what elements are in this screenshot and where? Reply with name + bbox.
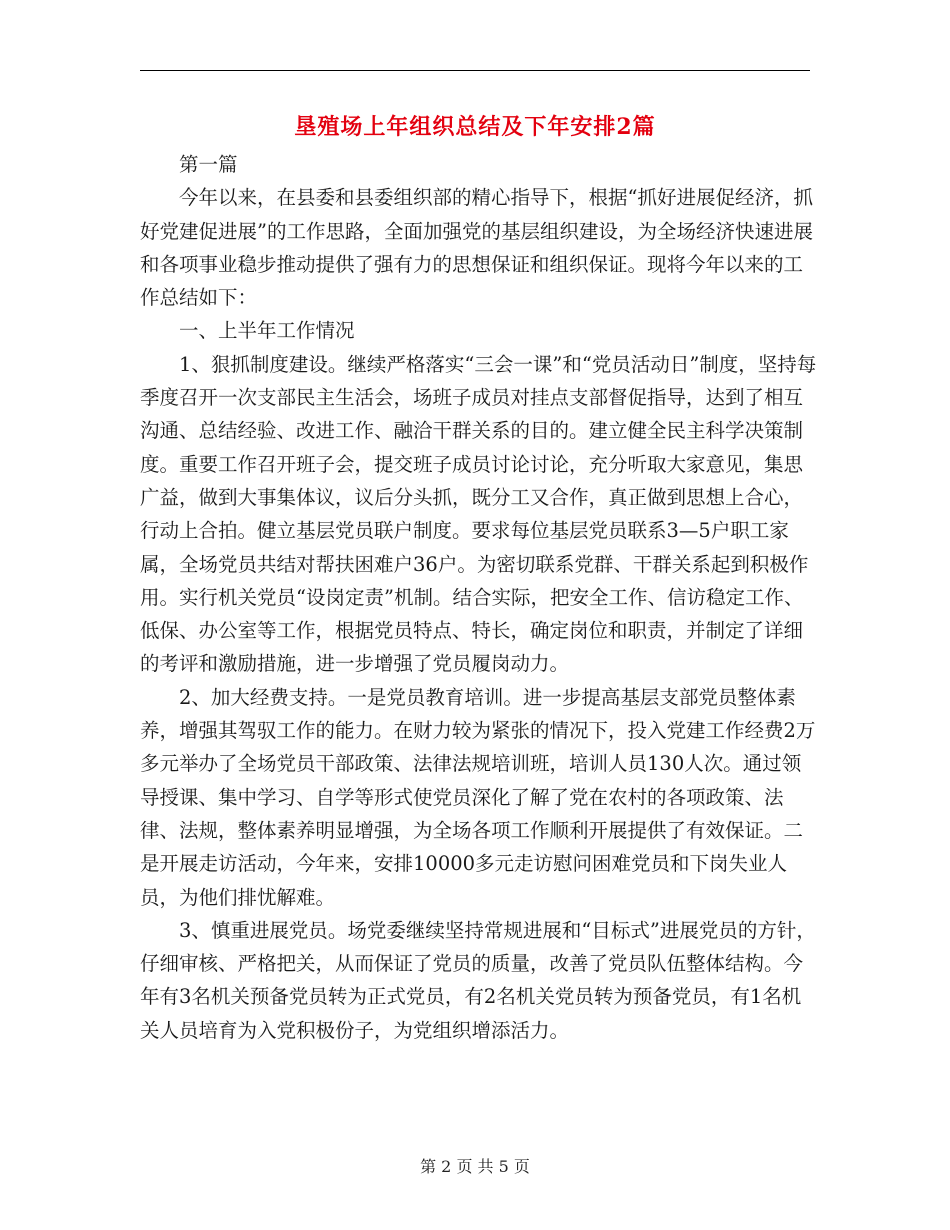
header-rule xyxy=(140,70,810,71)
section-heading: 第一篇 xyxy=(179,153,238,176)
body-paragraph: 1、狠抓制度建设。继续严格落实“三会一课”和“党员活动日”制度，坚持每季度召开一次支部民主生活会，场班子成员对挂点支部督促指导，达到了相互沟通、总结经验、改进工作、融洽干群关系的目的。建立健全民主科学决策制度。重要工作召开班子会，提交班子成员讨论讨论，充分听取大家意见，集思广益，做到大事集体议，议后分头抓，既分工又合作，真正做到思想上合心，行动上合拍。健立基层党员联户制度。要求每位基层党员联系3—5户职工家属，全场党员共结对帮扶困难户36户。为密切联系党群、干群关系起到积极作用。实行机关党员“设岗定责”机制。结合实际，把安全工作、信访稳定工作、低保、办公室等工作，根据党员特点、特长，确定岗位和职责，并制定了详细的考评和激励措施，进一步增强了党员履岗动力。 xyxy=(140,352,817,676)
body-paragraph: 3、慎重进展党员。场党委继续坚持常规进展和“目标式”进展党员的方针，仔细审核、严格把关，从而保证了党员的质量，改善了党员队伍整体结构。今年有3名机关预备党员转为正式党员，有2名机关党员转为预备党员，有1名机关人员培育为入党积极份子，为党组织增添活力。 xyxy=(140,918,816,1042)
intro-paragraph: 今年以来，在县委和县委组织部的精心指导下，根据“抓好进展促经济，抓好党建促进展”的工作思路，全面加强党的基层组织建设，为全场经济快速进展和各项事业稳步推动提供了强有力的思想保证和组织保证。现将今年以来的工作总结如下： xyxy=(140,186,813,310)
subsection-heading: 一、上半年工作情况 xyxy=(179,319,355,343)
document-title: 垦殖场上年组织总结及下年安排2篇 xyxy=(294,114,656,140)
document-body xyxy=(140,148,820,1047)
body-paragraph: 2、加大经费支持。一是党员教育培训。进一步提高基层支部党员整体素养，增强其驾驭工作的能力。在财力较为紧张的情况下，投入党建工作经费2万多元举办了全场党员干部政策、法律法规培训班，培训人员130人次。通过领导授课、集中学习、自学等形式使党员深化了解了党在农村的各项政策、法律、法规，整体素养明显增强，为全场各项工作顺利开展提供了有效保证。二是开展走访活动，今年来，安排10000多元走访慰问困难党员和下岗失业人员，为他们排忧解难。 xyxy=(140,685,816,909)
page-number: 第 2 页 共 5 页 xyxy=(420,1157,530,1176)
